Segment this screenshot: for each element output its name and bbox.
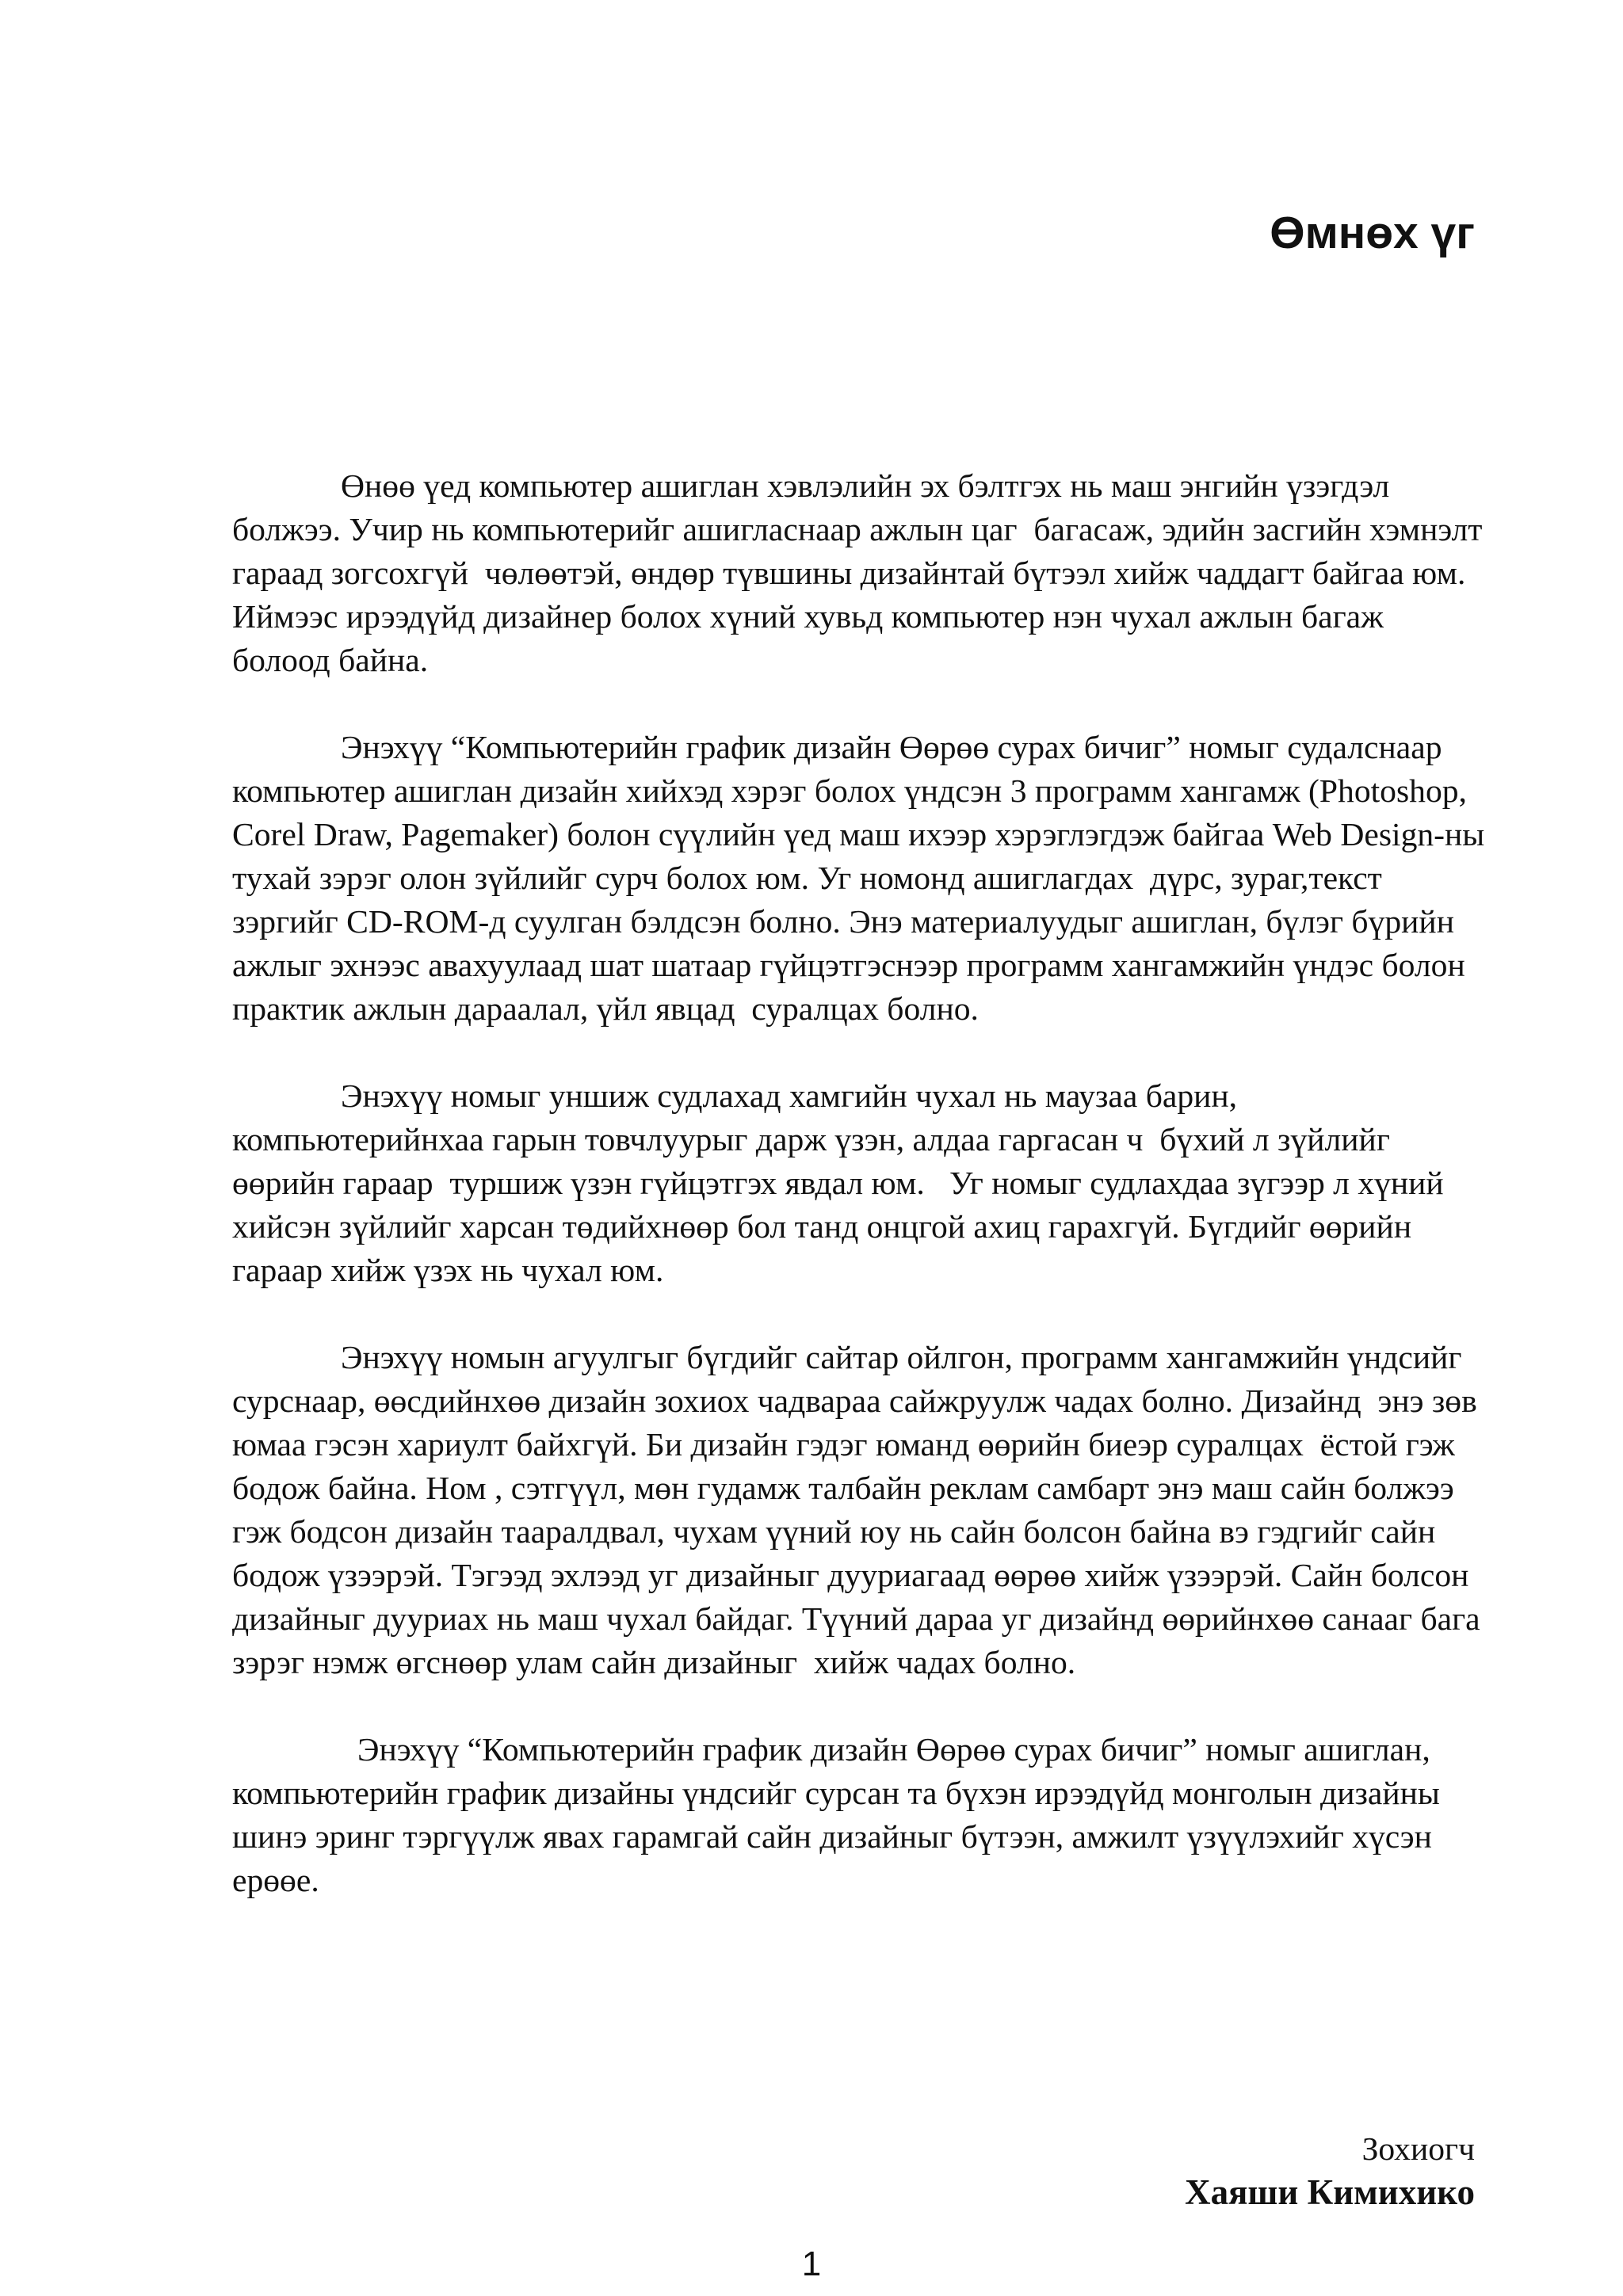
preface-body xyxy=(232,464,1493,1902)
preface-paragraph-5: Энэхүү “Компьютерийн график дизайн Өөрөө сурах бичиг” номыг ашиглан, компьютерийн график дизайны үндсийг сурсан та бүхэн ирээдүйд монголын дизайны шинэ эринг тэргүүлж явах гарамгай сайн дизайныг бүтээн, амжилт үзүүлэхийг хүсэн ерөөе. xyxy=(232,1731,1449,1898)
preface-paragraph-1: Өнөө үед компьютер ашиглан хэвлэлийн эх бэлтгэх нь маш энгийн үзэгдэл болжээ. Учир нь компьютерийг ашигласнаар ажлын цаг багасаж, эдийн засгийн хэмнэлт гараад зогсохгүй чөлөөтэй, өндөр түвшины дизайнтай бүтээл хийж чаддагт байгаа юм. Иймээс ирээдүйд дизайнер болох хүний хувьд компьютер нэн чухал ажлын багаж болоод байна. xyxy=(232,467,1491,678)
page-number: 1 xyxy=(801,2245,822,2283)
preface-paragraph-3: Энэхүү номыг уншиж судлахад хамгийн чухал нь маузаа барин, компьютерийнхаа гарын товчлуурыг дарж үзэн, алдаа гаргасан ч бүхий л зүйлийг өөрийн гараар туршиж үзэн гүйцэтгэх явдал юм. Уг номыг судлахдаа зүгээр л хүний хийсэн зүйлийг харсан төдийхнөөр бол танд онцгой ахиц гарахгүй. Бүгдийг өөрийн гараар хийж үзэх нь чухал юм. xyxy=(232,1077,1453,1288)
preface-paragraph-4: Энэхүү номын агуулгыг бүгдийг сайтар ойлгон, программ хангамжийн үндсийг сурснаар, өөсдийнхөө дизайн зохиох чадвараа сайжруулж чадах болно. Дизайнд энэ зөв юмаа гэсэн хариулт байхгүй. Би дизайн гэдэг юманд өөрийн биеэр суралцах ёстой гэж бодож байна. Ном , сэтгүүл, мөн гудамж талбайн реклам самбарт энэ маш сайн болжээ гэж бодсон дизайн тааралдвал, чухам үүний юу нь сайн болсон байна вэ гэдгийг сайн бодож үзээрэй. Тэгээд эхлээд уг дизайныг дууриагаад өөрөө хийж үзээрэй. Сайн болсон дизайныг дууриах нь маш чухал байдаг. Түүний дараа уг дизайнд өөрийнхөө санааг бага зэрэг нэмж өгснөөр улам сайн дизайныг хийж чадах болно. xyxy=(232,1339,1489,1680)
preface-paragraph-2: Энэхүү “Компьютерийн график дизайн Өөрөө сурах бичиг” номыг судалснаар компьютер ашиглан дизайн хийхэд хэрэг болох үндсэн 3 программ хангамж (Photoshop, Corel Draw, Pagemaker) болон сүүлийн үед маш ихээр хэрэглэгдэж байгаа Web Design-ны тухай зэрэг олон зүйлийг сурч болох юм. Уг номонд ашиглагдах дүрс, зураг,текст зэргийг CD-ROM-д суулган бэлдсэн болно. Энэ материалуудыг ашиглан, бүлэг бүрийн ажлыг эхнээс авахуулаад шат шатаар гүйцэтгэснээр программ хангамжийн үндэс болон практик ажлын дараалал, үйл явцад суралцах болно. xyxy=(232,729,1493,1027)
author-name: Хаяши Кимихико xyxy=(1185,2172,1475,2212)
author-signature xyxy=(1185,2128,1475,2215)
page-title: Өмнөх үг xyxy=(1270,208,1475,258)
author-role: Зохиогч xyxy=(1361,2130,1475,2167)
